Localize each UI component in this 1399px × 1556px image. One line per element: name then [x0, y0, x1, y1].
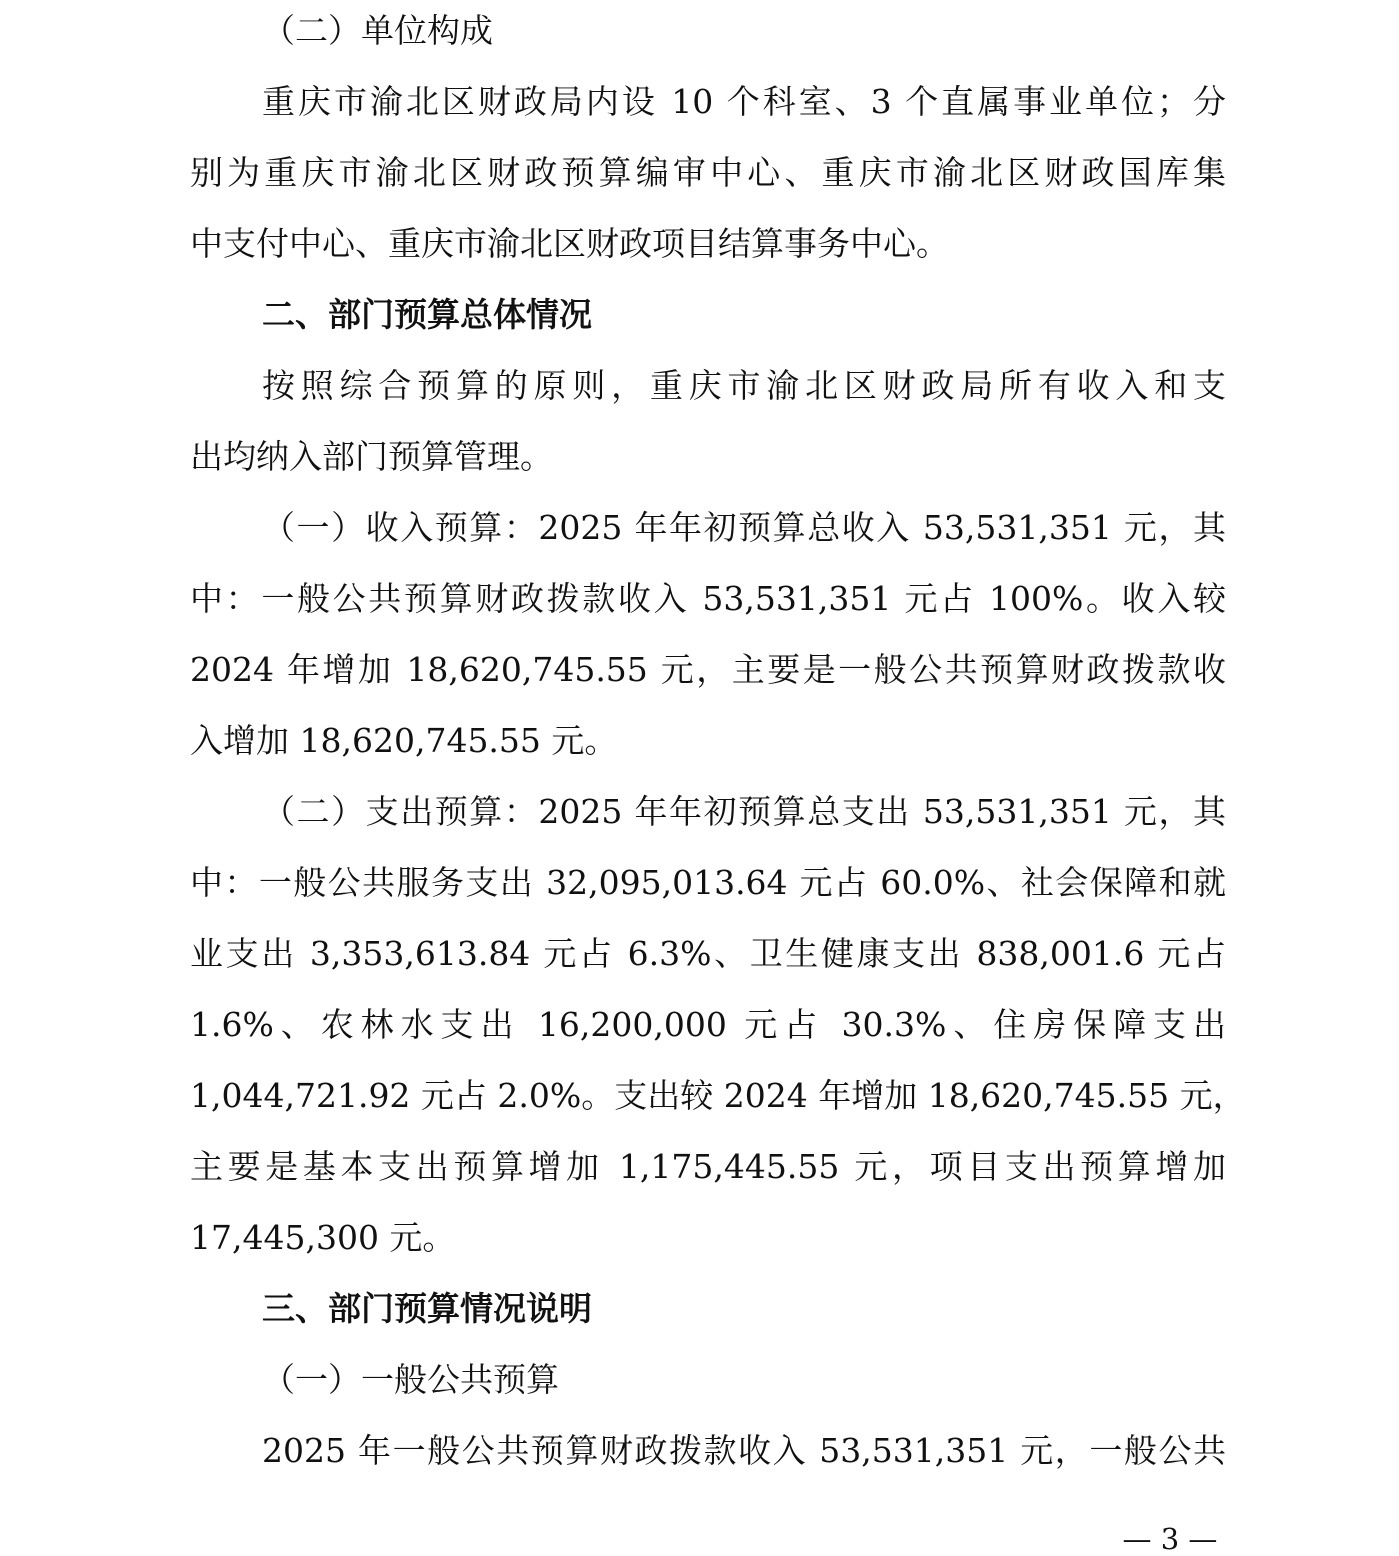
expenditure-budget-line-6: 主要是基本支出预算增加 1,175,445.55 元，项目支出预算增加 — [190, 1147, 1226, 1186]
expenditure-budget-line-4: 1.6%、农林水支出 16,200,000 元占 30.3%、住房保障支出 — [190, 1005, 1226, 1044]
paragraph-line-1: 重庆市渝北区财政局内设 10 个科室、3 个直属事业单位；分 — [262, 82, 1226, 121]
expenditure-budget-line-1: （二）支出预算：2025 年年初预算总支出 53,531,351 元，其 — [262, 792, 1226, 831]
page-number: — 3 — — [1122, 1522, 1218, 1556]
expenditure-budget-line-5: 1,044,721.92 元占 2.0%。支出较 2024 年增加 18,620,745.55 元， — [190, 1076, 1246, 1115]
expenditure-budget-line-3: 业支出 3,353,613.84 元占 6.3%、卫生健康支出 838,001.6 元占 — [190, 934, 1226, 973]
paragraph-line-3: 中支付中心、重庆市渝北区财政项目结算事务中心。 — [190, 224, 949, 263]
expenditure-budget-line-2: 中：一般公共服务支出 32,095,013.64 元占 60.0%、社会保障和就 — [190, 863, 1226, 902]
subsection-heading-general-public-budget: （一）一般公共预算 — [262, 1360, 559, 1399]
paragraph-line-2: 别为重庆市渝北区财政预算编审中心、重庆市渝北区财政国库集 — [190, 153, 1226, 192]
income-budget-line-4: 入增加 18,620,745.55 元。 — [190, 721, 618, 760]
paragraph-line-5: 出均纳入部门预算管理。 — [190, 437, 553, 476]
section-heading-budget-explanation: 三、部门预算情况说明 — [262, 1289, 592, 1328]
general-public-budget-line-1: 2025 年一般公共预算财政拨款收入 53,531,351 元，一般公共 — [262, 1431, 1226, 1470]
paragraph-line-4: 按照综合预算的原则，重庆市渝北区财政局所有收入和支 — [262, 366, 1226, 405]
expenditure-budget-line-7: 17,445,300 元。 — [190, 1218, 456, 1257]
document-page — [190, 0, 1246, 1554]
section-heading-unit-composition: （二）单位构成 — [262, 11, 493, 50]
income-budget-line-2: 中：一般公共预算财政拨款收入 53,531,351 元占 100%。收入较 — [190, 579, 1226, 618]
income-budget-line-3: 2024 年增加 18,620,745.55 元，主要是一般公共预算财政拨款收 — [190, 650, 1226, 689]
section-heading-overall-budget: 二、部门预算总体情况 — [262, 295, 592, 334]
income-budget-line-1: （一）收入预算：2025 年年初预算总收入 53,531,351 元，其 — [262, 508, 1226, 547]
